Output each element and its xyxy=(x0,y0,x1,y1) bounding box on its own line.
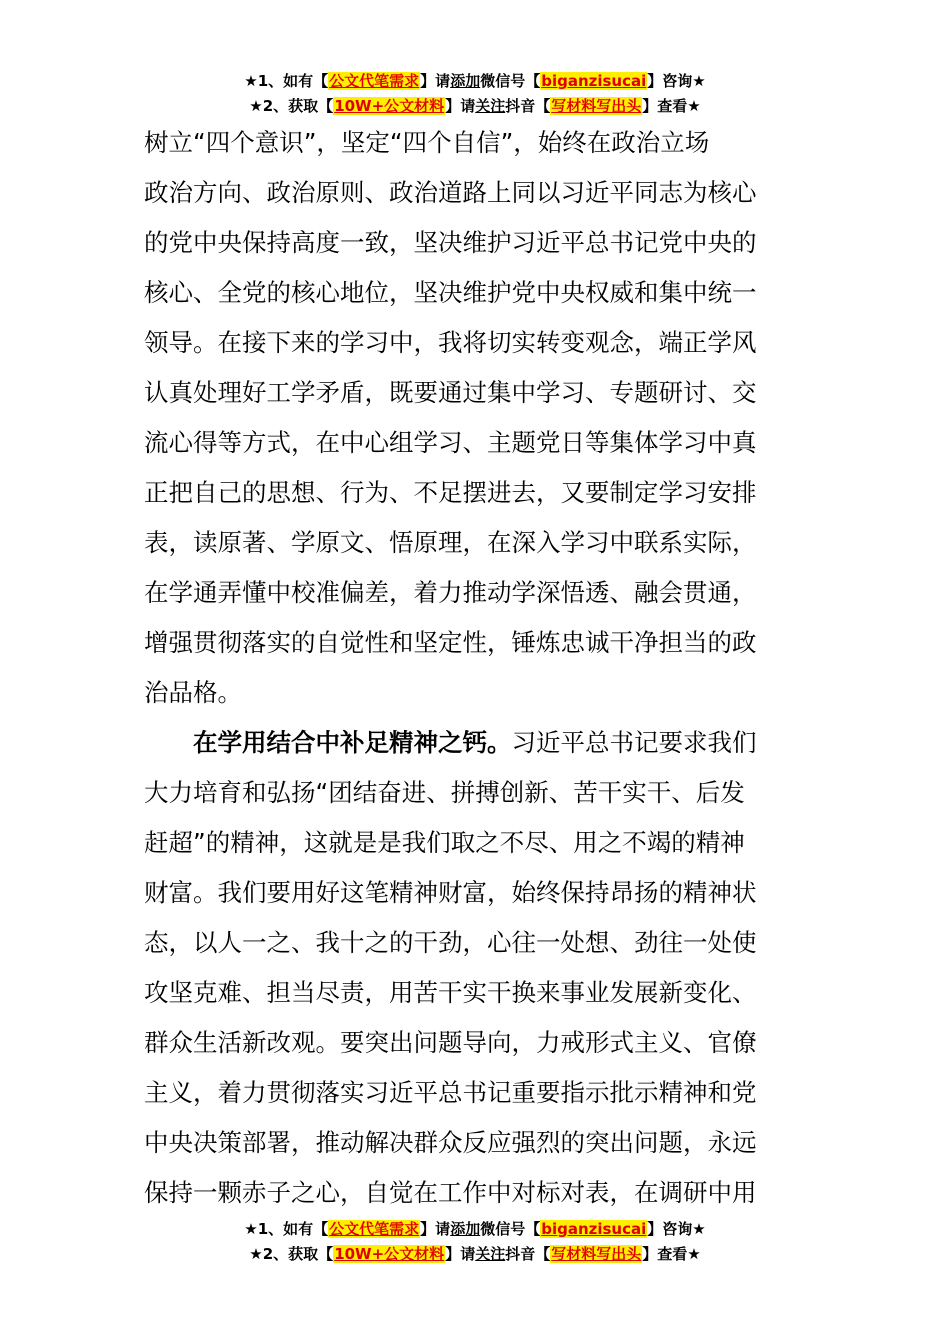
text-line: 治品格。 xyxy=(144,678,242,707)
text-line: 财富。我们要用好这笔精神财富，始终保持昂扬的精神状 xyxy=(144,878,757,907)
underlined-word: 添加 xyxy=(450,1220,481,1238)
text: 】咨询★ xyxy=(647,1220,706,1238)
footer-line-1 xyxy=(0,1218,950,1243)
text-line: 态，以人一之、我十之的干劲，心往一处想、劲往一处使 xyxy=(144,928,757,957)
text-line: 树立“四个意识”，坚定“四个自信”，始终在政治立场 xyxy=(144,128,710,157)
text-line: 大力培育和弘扬“团结奋进、拼搏创新、苦干实干、后发 xyxy=(144,778,745,807)
highlight-wechat-id: biganzisucai xyxy=(541,1220,647,1238)
highlight-materials: 10W+公文材料 xyxy=(334,97,445,115)
text: ★1、如有【 xyxy=(244,72,329,90)
header-banner xyxy=(0,70,950,120)
text-line xyxy=(144,718,810,768)
text: ★2、获取【 xyxy=(249,1245,334,1263)
text-line: 增强贯彻落实的自觉性和坚定性，锤炼忠诚干净担当的政 xyxy=(144,628,757,657)
text: 微信号【 xyxy=(480,72,541,90)
text-line: 攻坚克难、担当尽责，用苦干实干换来事业发展新变化、 xyxy=(144,978,757,1007)
text-line: 流心得等方式，在中心组学习、主题党日等集体学习中真 xyxy=(144,428,757,457)
text: ★1、如有【 xyxy=(244,1220,329,1238)
text: 】请 xyxy=(420,1220,451,1238)
text: 】请 xyxy=(445,1245,476,1263)
text: 】查看★ xyxy=(642,97,701,115)
text: 抖音【 xyxy=(505,97,551,115)
highlight-douyin: 写材料写出头 xyxy=(551,1245,642,1263)
footer-banner xyxy=(0,1218,950,1268)
footer-line-2 xyxy=(0,1243,950,1268)
text: 】请 xyxy=(445,97,476,115)
underlined-word: 关注 xyxy=(475,1245,506,1263)
text-line: 领导。在接下来的学习中，我将切实转变观念，端正学风 xyxy=(144,328,757,357)
text-line: 群众生活新改观。要突出问题导向，力戒形式主义、官僚 xyxy=(144,1028,757,1057)
text-line: 在学通弄懂中校准偏差，着力推动学深悟透、融会贯通， xyxy=(144,578,757,607)
text-line: 核心、全党的核心地位，坚决维护党中央权威和集中统一 xyxy=(144,278,757,307)
highlight-service: 公文代笔需求 xyxy=(329,72,420,90)
text-line: 的党中央保持高度一致，坚决维护习近平总书记党中央的 xyxy=(144,228,757,257)
underlined-word: 关注 xyxy=(475,97,506,115)
highlight-wechat-id: biganzisucai xyxy=(541,72,647,90)
text-line: 政治方向、政治原则、政治道路上同以习近平同志为核心 xyxy=(144,178,757,207)
paragraph-2 xyxy=(144,718,810,1218)
section-heading: 在学用结合中补足精神之钙。 xyxy=(193,728,512,757)
text: 习近平总书记要求我们 xyxy=(511,728,757,757)
header-line-1 xyxy=(0,70,950,95)
text: 】查看★ xyxy=(642,1245,701,1263)
header-line-2 xyxy=(0,95,950,120)
text-line: 中央决策部署，推动解决群众反应强烈的突出问题，永远 xyxy=(144,1128,757,1157)
text-line: 主义，着力贯彻落实习近平总书记重要指示批示精神和党 xyxy=(144,1078,757,1107)
text-line: 赶超”的精神，这就是是我们取之不尽、用之不竭的精神 xyxy=(144,828,745,857)
text: 】咨询★ xyxy=(647,72,706,90)
document-body xyxy=(144,118,810,1218)
text: 微信号【 xyxy=(480,1220,541,1238)
highlight-service: 公文代笔需求 xyxy=(329,1220,420,1238)
highlight-materials: 10W+公文材料 xyxy=(334,1245,445,1263)
paragraph-1 xyxy=(144,118,810,718)
text-line: 正把自己的思想、行为、不足摆进去，又要制定学习安排 xyxy=(144,478,757,507)
text: 抖音【 xyxy=(505,1245,551,1263)
underlined-word: 添加 xyxy=(450,72,481,90)
highlight-douyin: 写材料写出头 xyxy=(551,97,642,115)
text-line: 认真处理好工学矛盾，既要通过集中学习、专题研讨、交 xyxy=(144,378,757,407)
text: 】请 xyxy=(420,72,451,90)
text-line: 保持一颗赤子之心，自觉在工作中对标对表，在调研中用 xyxy=(144,1178,757,1207)
text: ★2、获取【 xyxy=(249,97,334,115)
text-line: 表，读原著、学原文、悟原理，在深入学习中联系实际， xyxy=(144,528,757,557)
